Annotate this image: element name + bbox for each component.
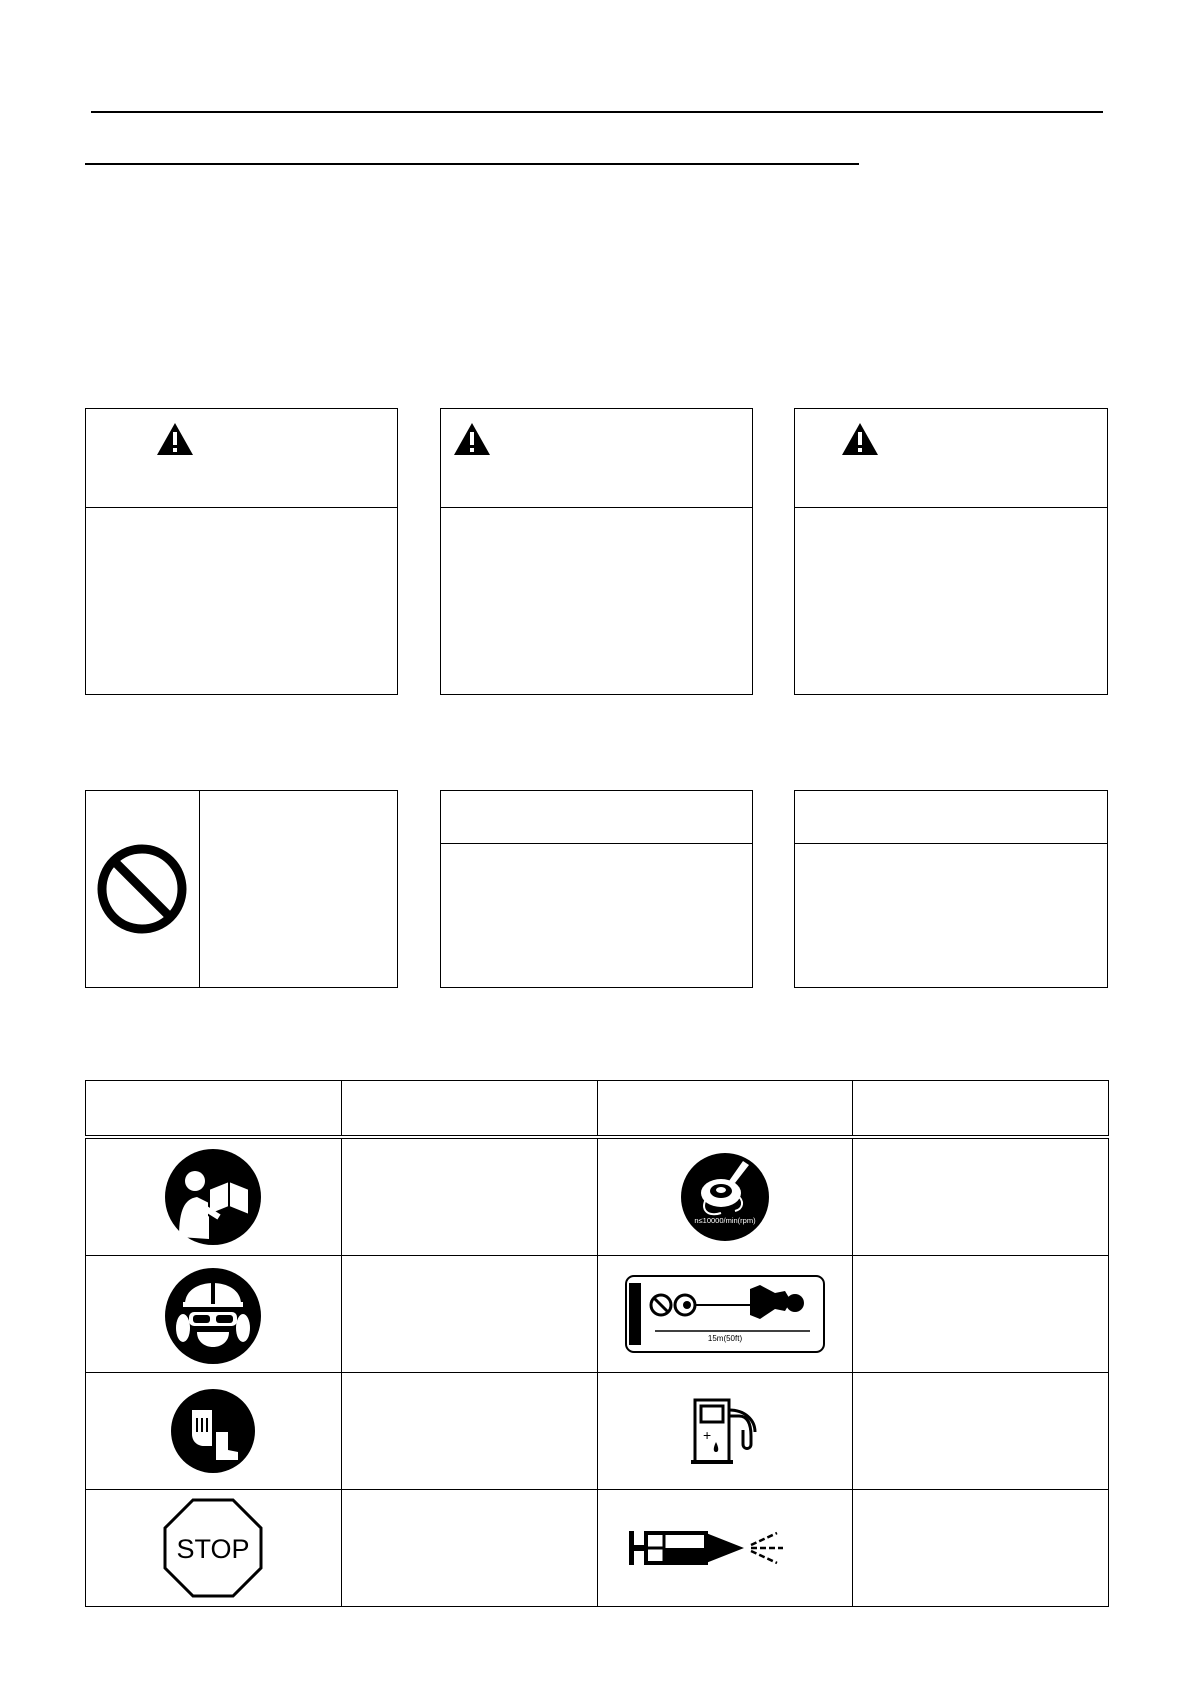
- header-cell: [853, 1081, 1109, 1138]
- warning-box-3: [794, 408, 1108, 695]
- description-cell: [341, 1256, 597, 1373]
- grease-gun-icon: [627, 1525, 823, 1571]
- symbol-cell: [86, 1256, 342, 1373]
- symbol-cell: [86, 1137, 342, 1256]
- symbol-cell: [597, 1137, 853, 1256]
- symbols-table: [85, 1080, 1109, 1607]
- note-box-divider: [795, 843, 1107, 844]
- distance-label: 15m(50ft): [707, 1334, 742, 1343]
- prohibition-box-divider: [199, 791, 200, 987]
- header-cell: [341, 1081, 597, 1138]
- warning-box-divider: [795, 507, 1107, 508]
- note-box-1: [440, 790, 753, 988]
- description-cell: [853, 1490, 1109, 1607]
- stop-label: STOP: [176, 1534, 250, 1564]
- description-cell: [853, 1373, 1109, 1490]
- symbol-cell: [597, 1256, 853, 1373]
- warning-triangle-icon: [841, 422, 879, 456]
- description-cell: [853, 1137, 1109, 1256]
- description-cell: [341, 1373, 597, 1490]
- warning-box-divider: [441, 507, 752, 508]
- description-cell: [341, 1490, 597, 1607]
- description-cell: [341, 1137, 597, 1256]
- table-row: [86, 1490, 1109, 1607]
- section-rule: [85, 163, 859, 165]
- symbol-cell: [86, 1490, 342, 1607]
- note-box-divider: [441, 843, 752, 844]
- rotating-blade-rpm-icon: [679, 1151, 771, 1243]
- prohibition-box: [85, 790, 398, 988]
- symbol-cell: [597, 1373, 853, 1490]
- table-header-row: [86, 1081, 1109, 1138]
- stop-sign-icon: [163, 1498, 263, 1598]
- header-cell: [597, 1081, 853, 1138]
- gloves-boots-icon: [170, 1388, 256, 1474]
- table-row: [86, 1137, 1109, 1256]
- warning-box-2: [440, 408, 753, 695]
- rpm-label: n≤10000/min(rpm): [694, 1216, 756, 1225]
- helmet-goggles-earmuffs-icon: [163, 1262, 263, 1366]
- warning-triangle-icon: [156, 422, 194, 456]
- warning-box-divider: [86, 507, 397, 508]
- table-row: [86, 1256, 1109, 1373]
- header-rule: [91, 111, 1103, 113]
- read-manual-icon: [163, 1147, 263, 1247]
- svg-text:+: +: [702, 1427, 712, 1443]
- symbol-cell: [86, 1373, 342, 1490]
- prohibition-icon: [94, 841, 190, 937]
- description-cell: [853, 1256, 1109, 1373]
- note-box-2: [794, 790, 1108, 988]
- table-row: [86, 1373, 1109, 1490]
- symbol-cell: [597, 1490, 853, 1607]
- warning-triangle-icon: [453, 422, 491, 456]
- header-cell: [86, 1081, 342, 1138]
- keep-distance-15m-icon: [625, 1275, 825, 1353]
- fuel-pump-icon: [689, 1396, 761, 1466]
- warning-box-1: [85, 408, 398, 695]
